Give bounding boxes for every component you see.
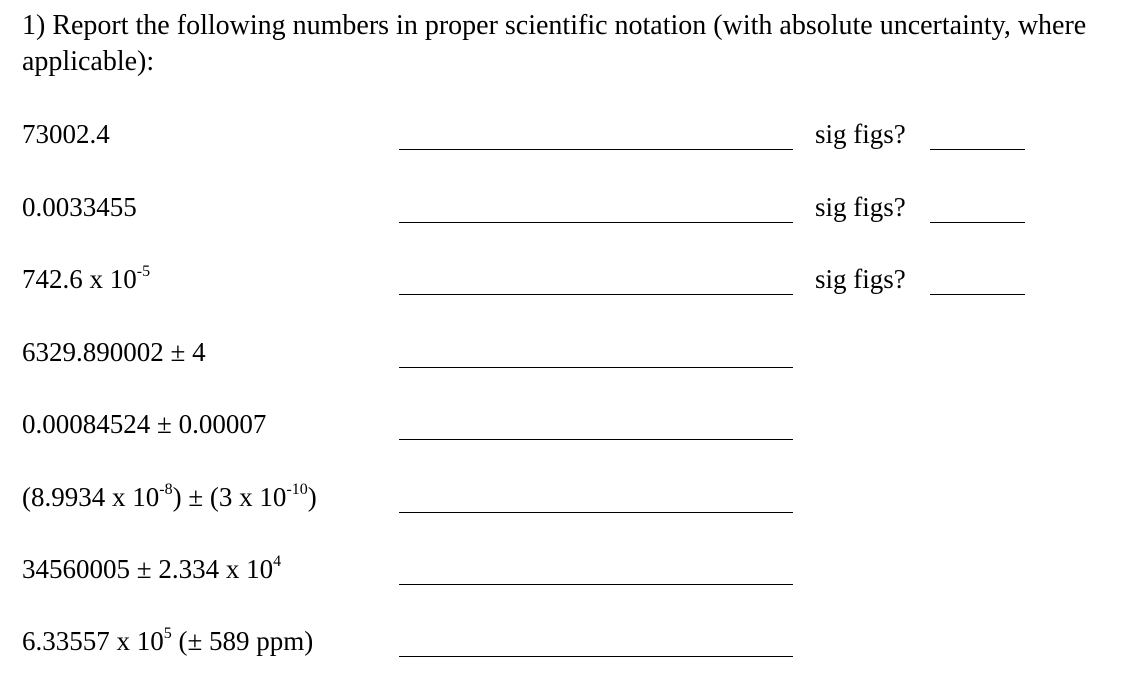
sig-figs-blank[interactable] xyxy=(930,294,1025,295)
sig-figs-label: sig figs? xyxy=(815,192,906,222)
answer-blank[interactable] xyxy=(399,512,793,513)
list-item xyxy=(0,117,1142,177)
sig-figs-blank[interactable] xyxy=(930,222,1025,223)
question-prompt: 1) Report the following numbers in proper scientific notation (with absolute uncertainty, where applicable): xyxy=(22,10,1087,77)
sig-figs-blank[interactable] xyxy=(930,149,1025,150)
exponent: 4 xyxy=(273,553,282,570)
number-expression: 73002.4 xyxy=(22,119,110,149)
list-item xyxy=(0,407,1142,467)
exponent: -8 xyxy=(159,481,173,498)
list-item xyxy=(0,190,1142,250)
answer-blank[interactable] xyxy=(399,439,793,440)
number-expression: 34560005 ± 2.334 x $10^4$ xyxy=(22,553,282,584)
answer-blank[interactable] xyxy=(399,149,793,150)
answer-blank[interactable] xyxy=(399,656,793,657)
number-expression: 6.33557 x $10^5$ (± 589 ppm) xyxy=(22,625,314,656)
number-expression: 742.6 x $10^{-5}$ xyxy=(22,263,151,294)
exponent: -10 xyxy=(286,481,308,498)
number-expression: 0.00084524 ± 0.00007 xyxy=(22,409,267,439)
list-item xyxy=(0,624,1142,684)
number-expression: (8.9934 x $10^{-8}) \pm (3$ x $10^{-10}$) xyxy=(22,481,317,512)
number-expression: 6329.890002 ± 4 xyxy=(22,337,206,367)
list-item xyxy=(0,262,1142,322)
exponent: 5 xyxy=(163,625,172,642)
exponent: -5 xyxy=(136,263,151,280)
sig-figs-label: sig figs? xyxy=(815,264,906,294)
answer-blank[interactable] xyxy=(399,367,793,368)
number-expression: 0.0033455 xyxy=(22,192,137,222)
list-item xyxy=(0,335,1142,395)
list-item xyxy=(0,480,1142,540)
answer-blank[interactable] xyxy=(399,294,793,295)
answer-blank[interactable] xyxy=(399,222,793,223)
answer-blank[interactable] xyxy=(399,584,793,585)
sig-figs-label: sig figs? xyxy=(815,119,906,149)
list-item xyxy=(0,552,1142,612)
